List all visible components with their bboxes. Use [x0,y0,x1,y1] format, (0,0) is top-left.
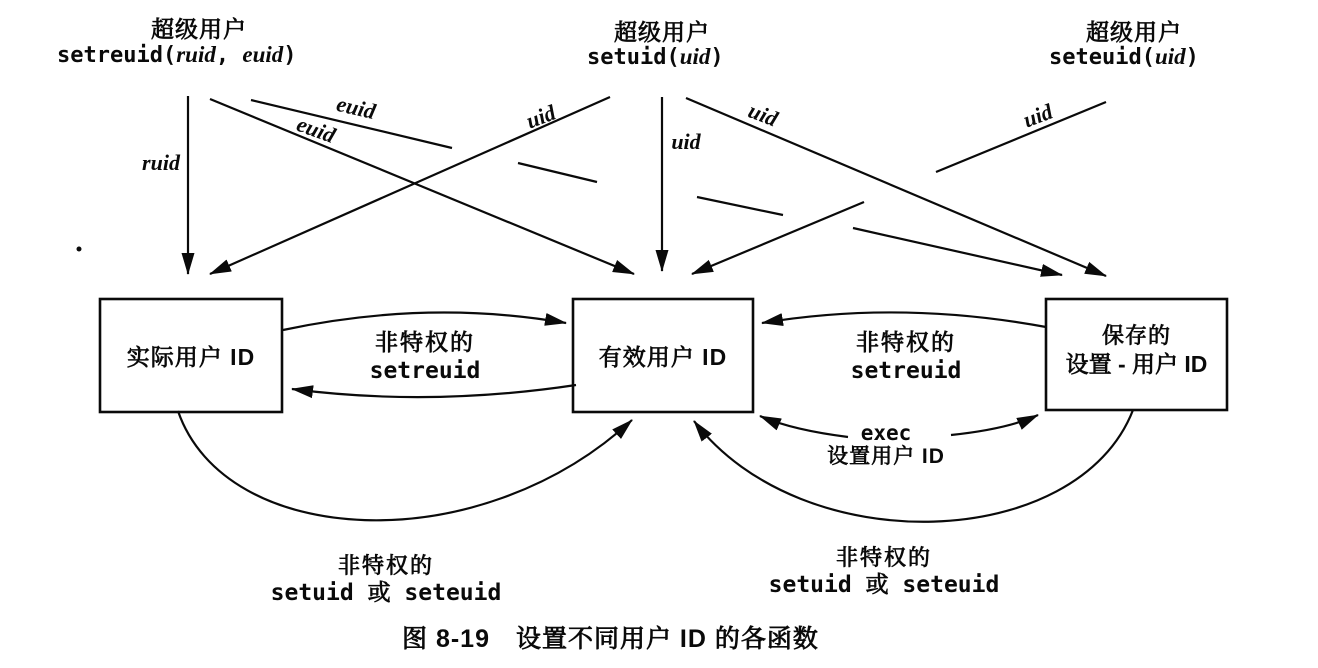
left-setreuid-edge-label [341,327,509,385]
setreuid-arg-ruid: ruid [176,42,216,67]
bottom-left-edge-label [262,552,510,607]
exec-edge-label [806,422,966,468]
seteuid-name: seteuid( [1049,45,1155,70]
saved-set-user-id-label [1046,322,1227,378]
right-setreuid-edge-label [822,327,990,385]
setreuid-name: setreuid( [57,43,177,68]
curve-setuid-real-to-effective [178,411,632,520]
curve-setreuid-left [292,385,576,397]
left-setreuid-line1: 非特权的 [375,329,475,355]
left-setreuid-line2: setreuid [369,358,481,384]
right-setreuid-line2: setreuid [850,358,962,384]
setreuid-signature [57,42,297,68]
setuid-arg-uid: uid [679,44,711,69]
seteuid-caller-label: 超级用户 [1086,19,1182,45]
setuid-name: setuid( [587,45,680,70]
setuid-close: ) [710,45,724,70]
figure-caption [402,619,819,655]
setreuid-separator: , [215,43,243,68]
setreuid-close: ) [283,43,297,68]
setuid-signature [587,44,724,70]
right-setreuid-line1: 非特权的 [856,329,956,355]
bottom-right-line2: setuid 或 seteuid [768,572,1000,598]
arrow-uid-seteuid [692,202,864,274]
ruid-arrow-label: ruid [142,150,180,175]
bottom-left-line1: 非特权的 [337,553,434,578]
setuid-caller-label: 超级用户 [614,19,710,45]
arrow-euid-to-effective [210,99,634,274]
stray-dot [77,247,82,252]
seteuid-close: ) [1185,45,1199,70]
bottom-right-edge-label [760,544,1008,599]
saved-label-line2: 设置 - 用户 ID [1065,351,1208,377]
uid-seteuid-arrow-label: uid [1019,98,1056,133]
arrow-euid-to-saved-seg2 [518,163,597,182]
arrow-euid-to-saved-seg3 [697,197,783,215]
uid-to-real-arrow-label: uid [522,99,559,134]
bottom-right-line1: 非特权的 [835,545,932,570]
exec-label-line2: 设置用户 ID [827,445,945,468]
saved-label-line1: 保存的 [1101,323,1171,348]
arrow-euid-to-saved [853,228,1062,275]
setreuid-caller-label: 超级用户 [151,16,247,42]
bottom-left-line2: setuid 或 seteuid [270,580,502,606]
figure-caption-number: 图 8-19 [402,625,490,653]
seteuid-signature [1049,44,1199,70]
real-user-id-label: 实际用户 ID [126,344,256,370]
figure-caption-title: 设置不同用户 ID 的各函数 [515,625,819,653]
seteuid-arg-uid: uid [1154,44,1186,69]
euid-to-saved-arrow-label: euid [334,90,378,125]
curve-setreuid-saved-to-effective [762,312,1046,327]
uid-to-effective-arrow-label: uid [671,129,701,154]
uid-to-saved-arrow-label: uid [744,97,782,132]
exec-label-line1: exec [860,421,912,445]
setreuid-arg-euid: euid [242,42,284,67]
effective-user-id-label: 有效用户 ID [598,344,728,370]
euid-to-effective-arrow-label: euid [293,111,339,148]
